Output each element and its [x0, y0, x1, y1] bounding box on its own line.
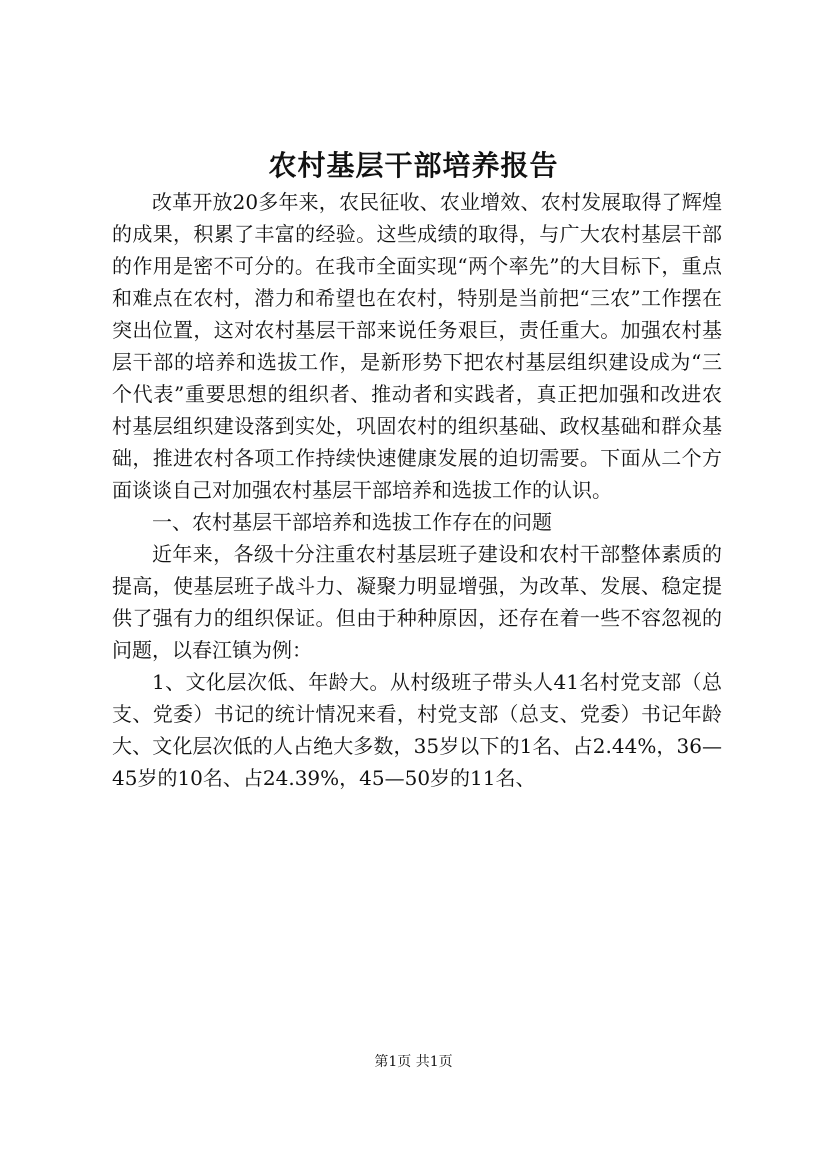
document-title: 农村基层干部培养报告	[268, 149, 559, 182]
paragraph-problems: 近年来，各级十分注重农村基层班子建设和农村干部整体素质的提高，使基层班子战斗力、凝聚力明显增强，为改革、发展、稳定提供了强有力的组织保证。但由于种种原因，还存在着一些不容忽视的问题，以春江镇为例：	[112, 542, 722, 662]
page-footer: 第1页 共1页	[374, 1054, 453, 1070]
document-body	[112, 186, 722, 794]
paragraph-item-1: 1、文化层次低、年龄大。从村级班子带头人41名村党支部（总支、党委）书记的统计情况来看，村党支部（总支、党委）书记年龄大、文化层次低的人占绝大多数，35岁以下的1名、占2.44%，36—45岁的10名、占24.39%，45—50岁的11名、	[112, 670, 722, 790]
paragraph-intro: 改革开放20多年来，农民征收、农业增效、农村发展取得了辉煌的成果，积累了丰富的经验。这些成绩的取得，与广大农村基层干部的作用是密不可分的。在我市全面实现“两个率先”的大目标下，重点和难点在农村，潜力和希望也在农村，特别是当前把“三农”工作摆在突出位置，这对农村基层干部来说任务艰巨，责任重大。加强农村基层干部的培养和选拔工作，是新形势下把农村基层组织建设成为“三个代表”重要思想的组织者、推动者和实践者，真正把加强和改进农村基层组织建设落到实处，巩固农村的组织基础、政权基础和群众基础，推进农村各项工作持续快速健康发展的迫切需要。下面从二个方面谈谈自己对加强农村基层干部培养和选拔工作的认识。	[112, 190, 722, 502]
section-heading: 一、农村基层干部培养和选拔工作存在的问题	[152, 510, 552, 534]
